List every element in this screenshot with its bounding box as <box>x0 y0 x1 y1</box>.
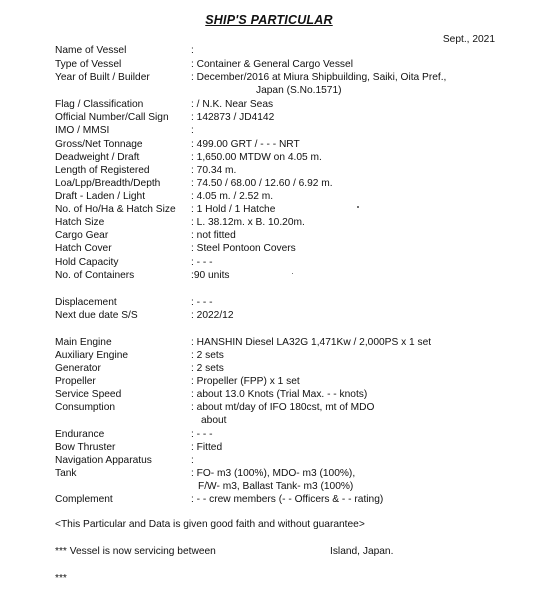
row-label: Displacement <box>55 297 117 308</box>
row-value: : 74.50 / 68.00 / 12.60 / 6.92 m. <box>191 178 333 189</box>
row-value-continuation: F/W- m3, Ballast Tank- m3 (100%) <box>198 481 354 492</box>
row-label: Year of Built / Builder <box>55 72 150 83</box>
row-label: Flag / Classification <box>55 99 144 110</box>
row-tonnage <box>55 138 505 151</box>
row-service-speed <box>55 388 505 401</box>
row-generator <box>55 362 505 375</box>
document-date: Sept., 2021 <box>442 34 495 45</box>
row-value: : 2022/12 <box>191 310 234 321</box>
row-label: Bow Thruster <box>55 442 116 453</box>
row-label: Tank <box>55 468 77 479</box>
row-tank <box>55 467 505 493</box>
row-label: Cargo Gear <box>55 230 109 241</box>
row-value: : L. 38.12m. x B. 10.20m. <box>191 217 305 228</box>
row-label: Length of Registered <box>55 165 150 176</box>
row-value: : <box>191 455 194 466</box>
row-label: Type of Vessel <box>55 59 122 70</box>
row-label: Hatch Size <box>55 217 105 228</box>
row-label: Main Engine <box>55 337 112 348</box>
row-label: Propeller <box>55 376 96 387</box>
row-label: No. of Containers <box>55 270 135 281</box>
row-hold-capacity <box>55 256 505 269</box>
row-label: Next due date S/S <box>55 310 138 321</box>
row-label: No. of Ho/Ha & Hatch Size <box>55 204 176 215</box>
row-label: Navigation Apparatus <box>55 455 152 466</box>
service-note-suffix: Island, Japan. <box>330 546 394 557</box>
row-length-registered <box>55 164 505 177</box>
row-label: Service Speed <box>55 389 122 400</box>
row-complement <box>55 493 505 506</box>
row-value: : 142873 / JD4142 <box>191 112 275 123</box>
row-holds <box>55 203 505 216</box>
final-asterisks: *** <box>55 573 67 584</box>
row-value: : Fitted <box>191 442 223 453</box>
row-hatch-cover <box>55 242 505 255</box>
row-value: : Propeller (FPP) x 1 set <box>191 376 300 387</box>
row-label: Draft - Laden / Light <box>55 191 146 202</box>
row-value: : 2 sets <box>191 350 224 361</box>
row-label: IMO / MMSI <box>55 125 110 136</box>
row-value: : 499.00 GRT / - - - NRT <box>191 139 300 150</box>
row-value: : about 13.0 Knots (Trial Max. - - knots) <box>191 389 368 400</box>
row-value: :90 units <box>191 270 230 281</box>
row-value: : / N.K. Near Seas <box>191 99 274 110</box>
row-value: : Container & General Cargo Vessel <box>191 59 353 70</box>
row-label: Loa/Lpp/Breadth/Depth <box>55 178 161 189</box>
disclaimer-text: <This Particular and Data is given good faith and without guarantee> <box>55 519 365 530</box>
row-value: : - - crew members (- - Officers & - - rating) <box>191 494 384 505</box>
row-value: : 1 Hold / 1 Hatche <box>191 204 276 215</box>
row-label: Complement <box>55 494 113 505</box>
row-value-continuation: about <box>201 415 227 426</box>
document-title: SHIP'S PARTICULAR <box>205 13 333 27</box>
row-containers <box>55 269 505 282</box>
row-displacement <box>55 296 505 309</box>
row-value: : - - - <box>191 257 213 268</box>
row-consumption <box>55 401 505 427</box>
row-flag <box>55 98 505 111</box>
scan-speck <box>357 206 359 208</box>
row-label: Auxiliary Engine <box>55 350 129 361</box>
scan-speck <box>292 273 293 274</box>
row-value: : about mt/day of IFO 180cst, mt of MDO <box>191 402 375 413</box>
row-aux-engine <box>55 349 505 362</box>
row-value: : not fitted <box>191 230 236 241</box>
row-official-number <box>55 111 505 124</box>
row-deadweight <box>55 151 505 164</box>
row-label: Name of Vessel <box>55 45 127 56</box>
row-value: : FO- m3 (100%), MDO- m3 (100%), <box>191 468 356 479</box>
row-value-continuation: Japan (S.No.1571) <box>256 85 342 96</box>
row-bow-thruster <box>55 441 505 454</box>
row-value: : 4.05 m. / 2.52 m. <box>191 191 274 202</box>
row-cargo-gear <box>55 229 505 242</box>
row-label: Hold Capacity <box>55 257 119 268</box>
row-value: : <box>191 45 194 56</box>
row-value: : - - - <box>191 297 213 308</box>
row-endurance <box>55 428 505 441</box>
service-note <box>55 545 394 558</box>
row-loa <box>55 177 505 190</box>
row-navigation <box>55 454 505 467</box>
row-label: Endurance <box>55 429 105 440</box>
row-type-of-vessel <box>55 58 505 71</box>
row-name-of-vessel <box>55 44 505 57</box>
row-value: : Steel Pontoon Covers <box>191 243 296 254</box>
row-label: Official Number/Call Sign <box>55 112 169 123</box>
service-note-prefix: *** Vessel is now servicing between <box>55 546 216 557</box>
row-draft-laden <box>55 190 505 203</box>
row-main-engine <box>55 336 505 349</box>
row-label: Consumption <box>55 402 116 413</box>
row-value: : 1,650.00 MTDW on 4.05 m. <box>191 152 322 163</box>
row-hatch-size <box>55 216 505 229</box>
row-year-built <box>55 71 505 97</box>
row-label: Gross/Net Tonnage <box>55 139 143 150</box>
row-label: Hatch Cover <box>55 243 112 254</box>
row-propeller <box>55 375 505 388</box>
row-value: : December/2016 at Miura Shipbuilding, Saiki, Oita Pref., <box>191 72 447 83</box>
row-value: : 70.34 m. <box>191 165 237 176</box>
row-label: Deadweight / Draft <box>55 152 140 163</box>
row-value: : <box>191 125 194 136</box>
row-imo <box>55 124 505 137</box>
row-value: : - - - <box>191 429 213 440</box>
row-next-due <box>55 309 505 322</box>
row-value: : 2 sets <box>191 363 224 374</box>
row-value: : HANSHIN Diesel LA32G 1,471Kw / 2,000PS x 1 set <box>191 337 432 348</box>
row-label: Generator <box>55 363 101 374</box>
